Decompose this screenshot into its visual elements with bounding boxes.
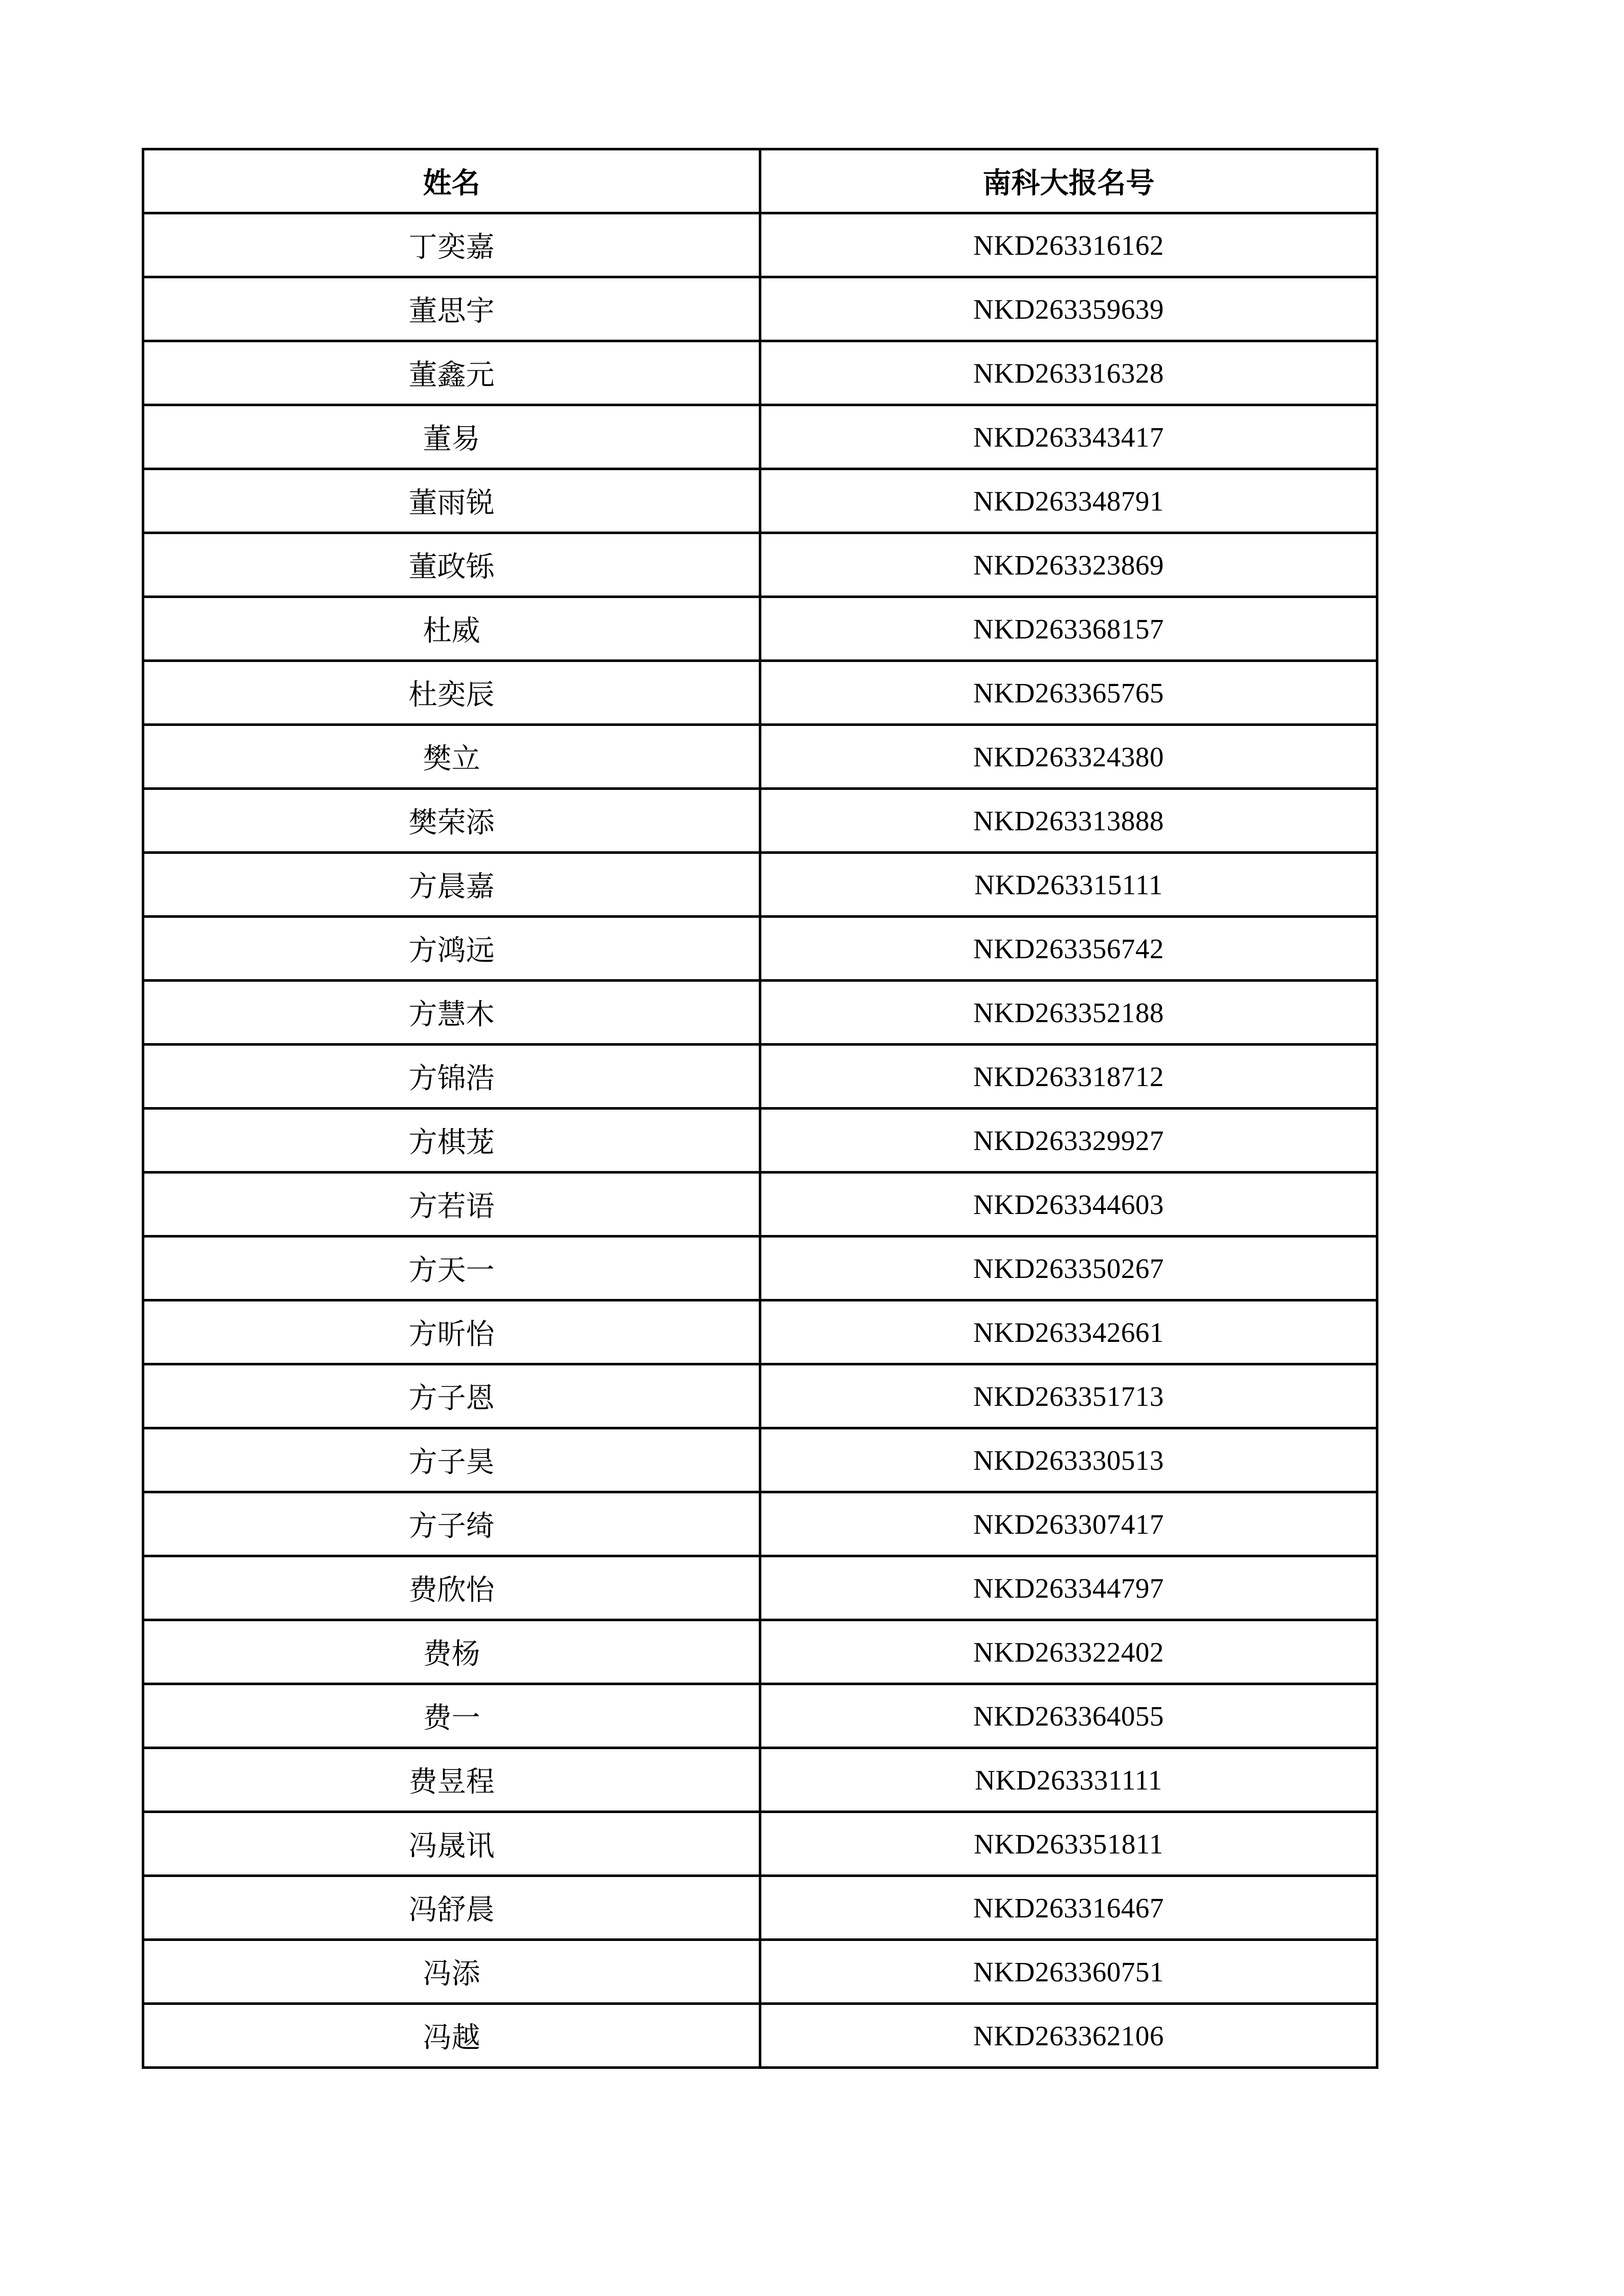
table-row	[143, 341, 1377, 405]
student-name-cell: 方子绮	[143, 1492, 760, 1556]
registration-number-cell: NKD263313888	[760, 789, 1377, 853]
student-name-cell: 费一	[143, 1684, 760, 1748]
student-name-cell: 方天一	[143, 1237, 760, 1300]
table-row	[143, 213, 1377, 277]
table-row	[143, 917, 1377, 981]
table-row	[143, 1173, 1377, 1237]
registration-number-cell: NKD263351811	[760, 1812, 1377, 1876]
registration-number-cell: NKD263360751	[760, 1940, 1377, 2004]
registration-number-cell: NKD263318712	[760, 1045, 1377, 1109]
registration-number-cell: NKD263364055	[760, 1684, 1377, 1748]
registration-number-cell: NKD263350267	[760, 1237, 1377, 1300]
registration-number-cell: NKD263356742	[760, 917, 1377, 981]
student-name-cell: 方子昊	[143, 1428, 760, 1492]
registration-number-cell: NKD263322402	[760, 1620, 1377, 1684]
student-name-cell: 冯晟讯	[143, 1812, 760, 1876]
table-row	[143, 1556, 1377, 1620]
table-row	[143, 277, 1377, 341]
table-row	[143, 1748, 1377, 1812]
student-name-cell: 丁奕嘉	[143, 213, 760, 277]
table-row	[143, 533, 1377, 597]
student-name-cell: 费杨	[143, 1620, 760, 1684]
registration-number-cell: NKD263365765	[760, 661, 1377, 725]
student-name-cell: 董易	[143, 405, 760, 469]
applicant-table	[142, 148, 1378, 2069]
table-row	[143, 1428, 1377, 1492]
registration-number-cell: NKD263342661	[760, 1300, 1377, 1364]
student-name-cell: 方锦浩	[143, 1045, 760, 1109]
student-name-cell: 杜威	[143, 597, 760, 661]
student-name-cell: 方棋茏	[143, 1109, 760, 1173]
table-row	[143, 1876, 1377, 1940]
table-row	[143, 405, 1377, 469]
registration-number-cell: NKD263316467	[760, 1876, 1377, 1940]
header-row	[143, 149, 1377, 213]
table-row	[143, 1109, 1377, 1173]
header-name: 姓名	[143, 149, 760, 213]
student-name-cell: 杜奕辰	[143, 661, 760, 725]
table-row	[143, 1364, 1377, 1428]
registration-number-cell: NKD263316162	[760, 213, 1377, 277]
header-registration-number: 南科大报名号	[760, 149, 1377, 213]
table-row	[143, 1620, 1377, 1684]
table-row	[143, 597, 1377, 661]
student-name-cell: 董思宇	[143, 277, 760, 341]
table-row	[143, 1492, 1377, 1556]
student-name-cell: 费欣怡	[143, 1556, 760, 1620]
table-row	[143, 1812, 1377, 1876]
student-name-cell: 方昕怡	[143, 1300, 760, 1364]
registration-number-cell: NKD263323869	[760, 533, 1377, 597]
registration-number-cell: NKD263316328	[760, 341, 1377, 405]
student-name-cell: 董雨锐	[143, 469, 760, 533]
student-name-cell: 冯舒晨	[143, 1876, 760, 1940]
registration-number-cell: NKD263344603	[760, 1173, 1377, 1237]
registration-number-cell: NKD263330513	[760, 1428, 1377, 1492]
student-name-cell: 董鑫元	[143, 341, 760, 405]
table-row	[143, 789, 1377, 853]
registration-number-cell: NKD263348791	[760, 469, 1377, 533]
table-body	[143, 213, 1377, 2068]
registration-number-cell: NKD263352188	[760, 981, 1377, 1045]
student-name-cell: 方鸿远	[143, 917, 760, 981]
table-row	[143, 853, 1377, 917]
registration-number-cell: NKD263307417	[760, 1492, 1377, 1556]
registration-number-cell: NKD263331111	[760, 1748, 1377, 1812]
table-row	[143, 1684, 1377, 1748]
table-row	[143, 1940, 1377, 2004]
registration-number-cell: NKD263344797	[760, 1556, 1377, 1620]
registration-number-cell: NKD263315111	[760, 853, 1377, 917]
table-row	[143, 725, 1377, 789]
student-name-cell: 费昱程	[143, 1748, 760, 1812]
student-name-cell: 方若语	[143, 1173, 760, 1237]
registration-number-cell: NKD263362106	[760, 2004, 1377, 2068]
student-name-cell: 方晨嘉	[143, 853, 760, 917]
student-name-cell: 冯添	[143, 1940, 760, 2004]
table-row	[143, 661, 1377, 725]
student-name-cell: 樊立	[143, 725, 760, 789]
student-name-cell: 樊荣添	[143, 789, 760, 853]
registration-number-cell: NKD263343417	[760, 405, 1377, 469]
table-row	[143, 1045, 1377, 1109]
table-row	[143, 1237, 1377, 1300]
student-name-cell: 方慧木	[143, 981, 760, 1045]
registration-number-cell: NKD263329927	[760, 1109, 1377, 1173]
table-row	[143, 2004, 1377, 2068]
registration-number-cell: NKD263324380	[760, 725, 1377, 789]
registration-number-cell: NKD263351713	[760, 1364, 1377, 1428]
registration-number-cell: NKD263368157	[760, 597, 1377, 661]
student-name-cell: 方子恩	[143, 1364, 760, 1428]
table-row	[143, 981, 1377, 1045]
table-row	[143, 1300, 1377, 1364]
table-row	[143, 469, 1377, 533]
registration-number-cell: NKD263359639	[760, 277, 1377, 341]
student-name-cell: 董政铄	[143, 533, 760, 597]
student-name-cell: 冯越	[143, 2004, 760, 2068]
